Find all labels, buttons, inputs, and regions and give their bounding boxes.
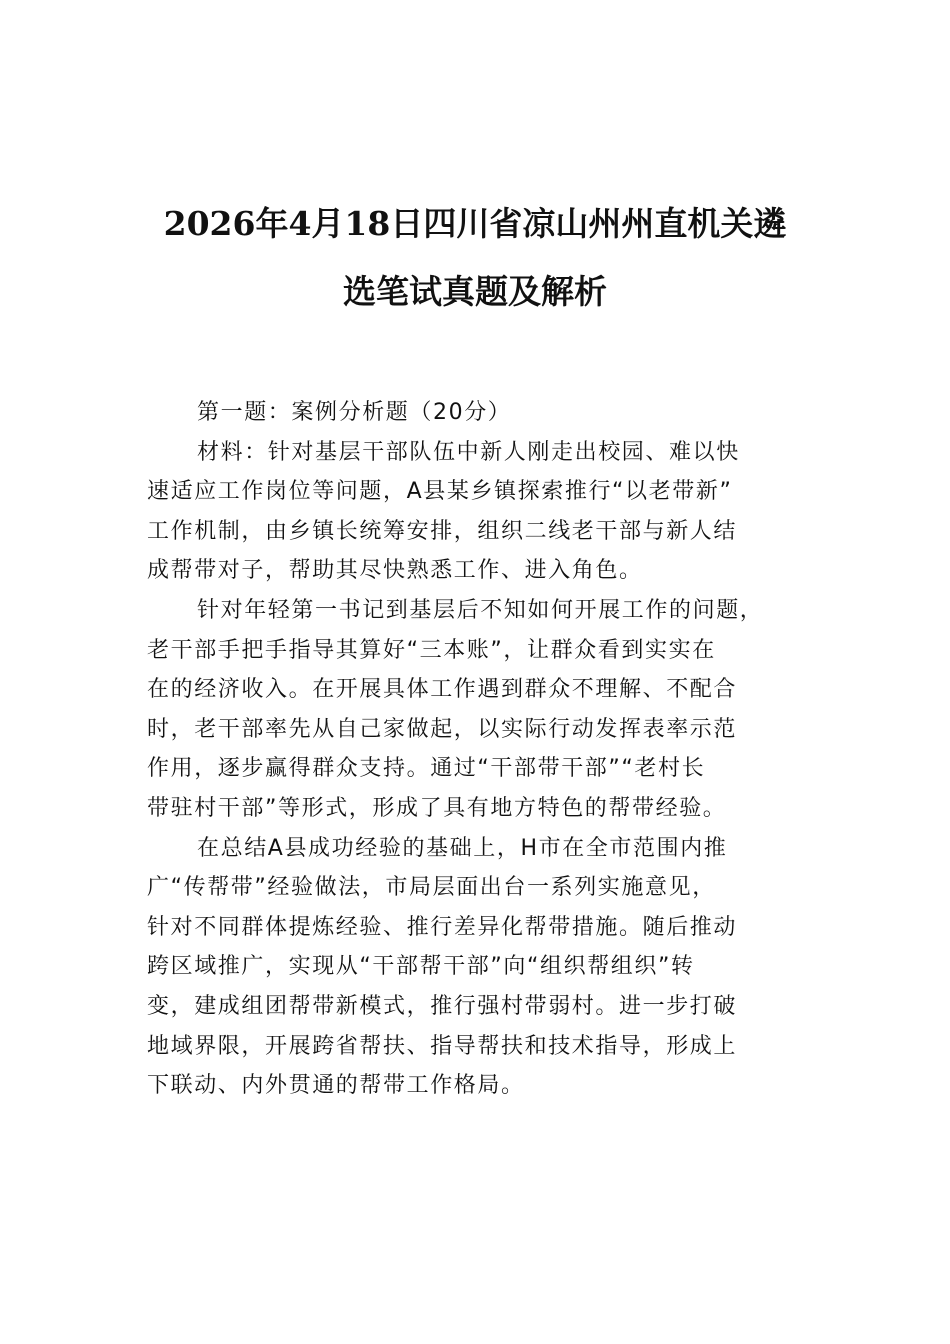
text-line: 下联动、内外贯通的帮带工作格局。 <box>147 1073 525 1099</box>
text-line: 变，建成组团帮带新模式，推行强村带弱村。进一步打破 <box>147 993 738 1019</box>
question-heading <box>147 393 807 433</box>
text-line: 针对不同群体提炼经验、推行差异化帮带措施。随后推动 <box>147 914 738 940</box>
paragraph-secretary <box>147 591 807 829</box>
text-line: 时，老干部率先从自己家做起，以实际行动发挥表率示范 <box>147 716 738 742</box>
paragraph-promotion <box>147 829 807 1106</box>
text-line: 针对年轻第一书记到基层后不知如何开展工作的问题， <box>197 597 764 623</box>
text-line: 材料：针对基层干部队伍中新人刚走出校园、难以快 <box>197 439 740 465</box>
text-line: 广“传帮带”经验做法，市局层面出台一系列实施意见， <box>147 875 716 901</box>
paragraph-material <box>147 433 807 591</box>
text-line: 工作机制，由乡镇长统筹安排，组织二线老干部与新人结 <box>147 518 738 544</box>
text-line: 在总结A县成功经验的基础上，H市在全市范围内推 <box>197 835 728 861</box>
text-line: 在的经济收入。在开展具体工作遇到群众不理解、不配合 <box>147 677 738 703</box>
text-line: 第一题：案例分析题（20分） <box>197 400 512 425</box>
text-line: 成帮带对子，帮助其尽快熟悉工作、进入角色。 <box>147 558 643 584</box>
document-title <box>120 190 830 326</box>
document-body <box>147 393 807 1106</box>
text-line: 地域界限，开展跨省帮扶、指导帮扶和技术指导，形成上 <box>147 1033 738 1059</box>
text-line: 作用，逐步赢得群众支持。通过“干部带干部”“老村长 <box>147 756 706 782</box>
text-line: 速适应工作岗位等问题，A县某乡镇探索推行“以老带新” <box>147 479 733 505</box>
title-line-2: 选笔试真题及解析 <box>343 272 607 311</box>
text-line: 跨区域推广，实现从“干部帮干部”向“组织帮组织”转 <box>147 954 695 980</box>
text-line: 带驻村干部”等形式，形成了具有地方特色的帮带经验。 <box>147 795 727 821</box>
title-line-1: 2026年4月18日四川省凉山州州直机关遴 <box>163 204 787 243</box>
text-line: 老干部手把手指导其算好“三本账”，让群众看到实实在 <box>147 637 716 663</box>
